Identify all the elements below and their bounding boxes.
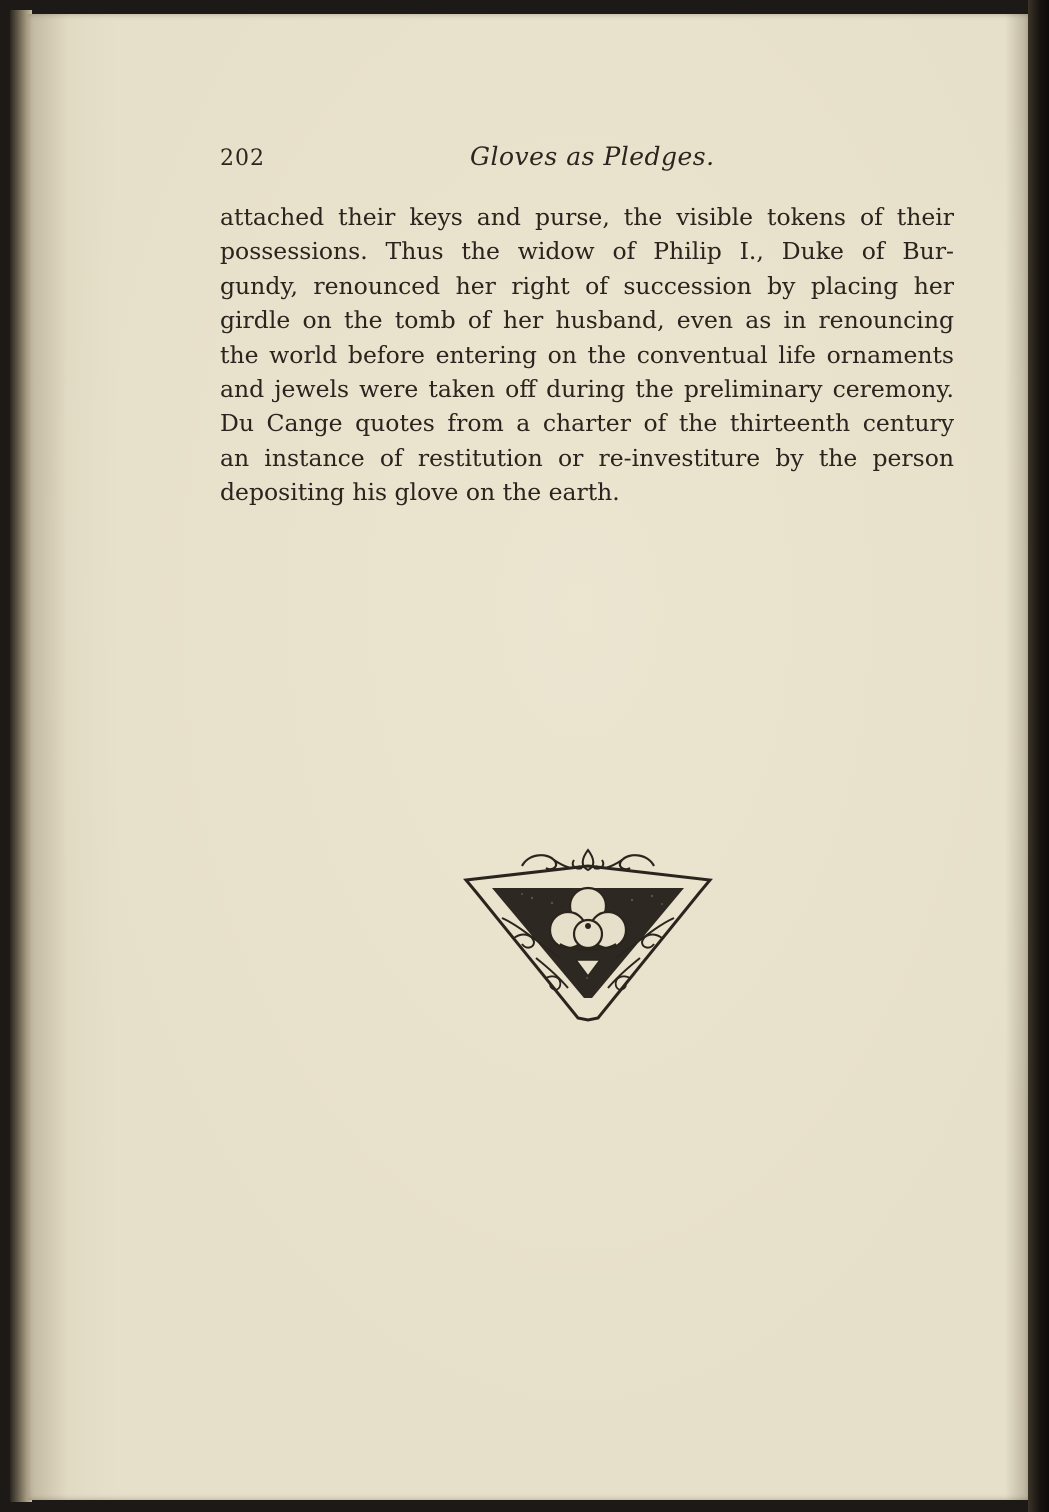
text-line: the world before entering on the conventual life ornaments (220, 340, 954, 369)
text-line: attached their keys and purse, the visible tokens of their (220, 203, 954, 231)
trefoil-tailpiece-ornament-icon (462, 848, 714, 1022)
body-paragraph (220, 200, 954, 510)
text-line: an instance of restitution or re-investiture by the person (220, 443, 954, 472)
text-line: gundy, renounced her right of succession by placing her (220, 271, 954, 300)
text-line: possessions. Thus the widow of Philip I., Duke of Bur- (220, 237, 954, 266)
text-line: Du Cange quotes from a charter of the thirteenth century (220, 409, 954, 438)
running-title: Gloves as Pledges. (470, 142, 715, 171)
binding-right-edge (1028, 0, 1049, 1512)
text-line: girdle on the tomb of her husband, even as in renouncing (220, 306, 954, 335)
page-number: 202 (220, 146, 265, 171)
running-header (220, 142, 954, 182)
text-line: depositing his glove on the earth. (220, 478, 620, 507)
text-line: and jewels were taken off during the preliminary ceremony. (220, 375, 954, 404)
